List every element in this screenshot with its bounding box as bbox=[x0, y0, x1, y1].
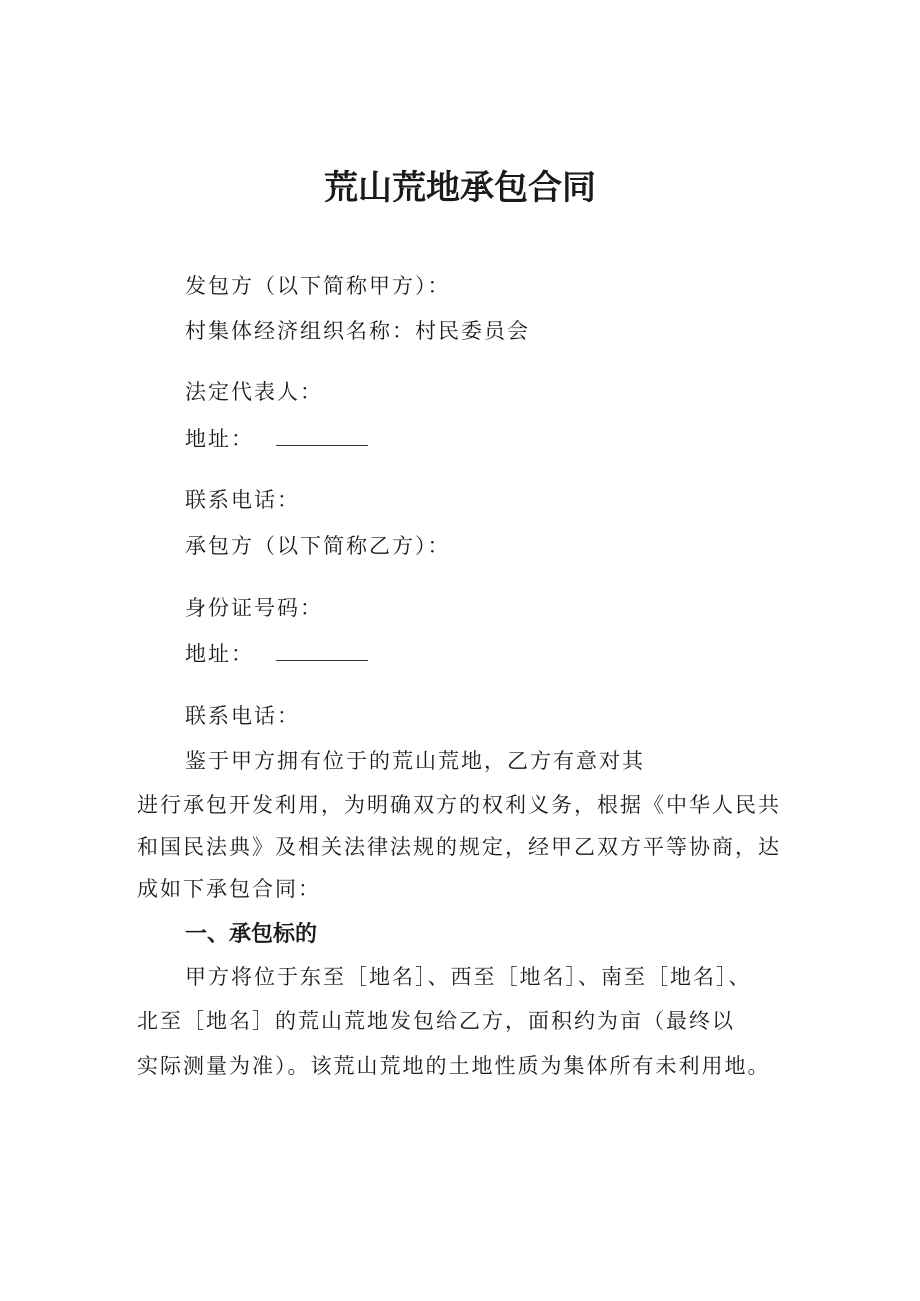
party-a-org: 村集体经济组织名称：村民委员会 bbox=[185, 319, 530, 343]
party-b-address-blank bbox=[276, 644, 368, 661]
party-b-label: 承包方（以下简称乙方）： bbox=[185, 534, 451, 558]
party-a-phone: 联系电话： bbox=[185, 488, 300, 512]
party-a-address-blank bbox=[276, 429, 368, 446]
party-a-rep: 法定代表人： bbox=[185, 380, 323, 404]
section-1-line-1: 甲方将位于东至［地名］、西至［地名］、南至［地名］、 bbox=[185, 965, 752, 989]
preamble-line-2: 进行承包开发利用，为明确双方的权利义务，根据《中华人民共 bbox=[137, 793, 781, 817]
preamble-line-1: 鉴于甲方拥有位于的荒山荒地，乙方有意对其 bbox=[185, 749, 645, 773]
party-b-address bbox=[185, 638, 368, 668]
party-b-phone: 联系电话： bbox=[185, 704, 300, 728]
page-title: 荒山荒地承包合同 bbox=[324, 168, 596, 208]
party-a-address-label: 地址： bbox=[185, 427, 254, 451]
party-a-address bbox=[185, 423, 368, 453]
section-1-heading: 一、承包标的 bbox=[185, 922, 318, 947]
party-b-id: 身份证号码： bbox=[185, 596, 323, 620]
section-1-line-3: 实际测量为准）。该荒山荒地的土地性质为集体所有未利用地。 bbox=[137, 1054, 771, 1078]
preamble-line-3: 和国民法典》及相关法律法规的规定，经甲乙双方平等协商，达 bbox=[137, 835, 781, 859]
section-1-line-2: 北至［地名］的荒山荒地发包给乙方，面积约为亩（最终以 bbox=[137, 1009, 735, 1033]
preamble-line-4: 成如下承包合同： bbox=[137, 877, 321, 901]
party-b-address-label: 地址： bbox=[185, 642, 254, 666]
party-a-label: 发包方（以下简称甲方）： bbox=[185, 274, 451, 298]
